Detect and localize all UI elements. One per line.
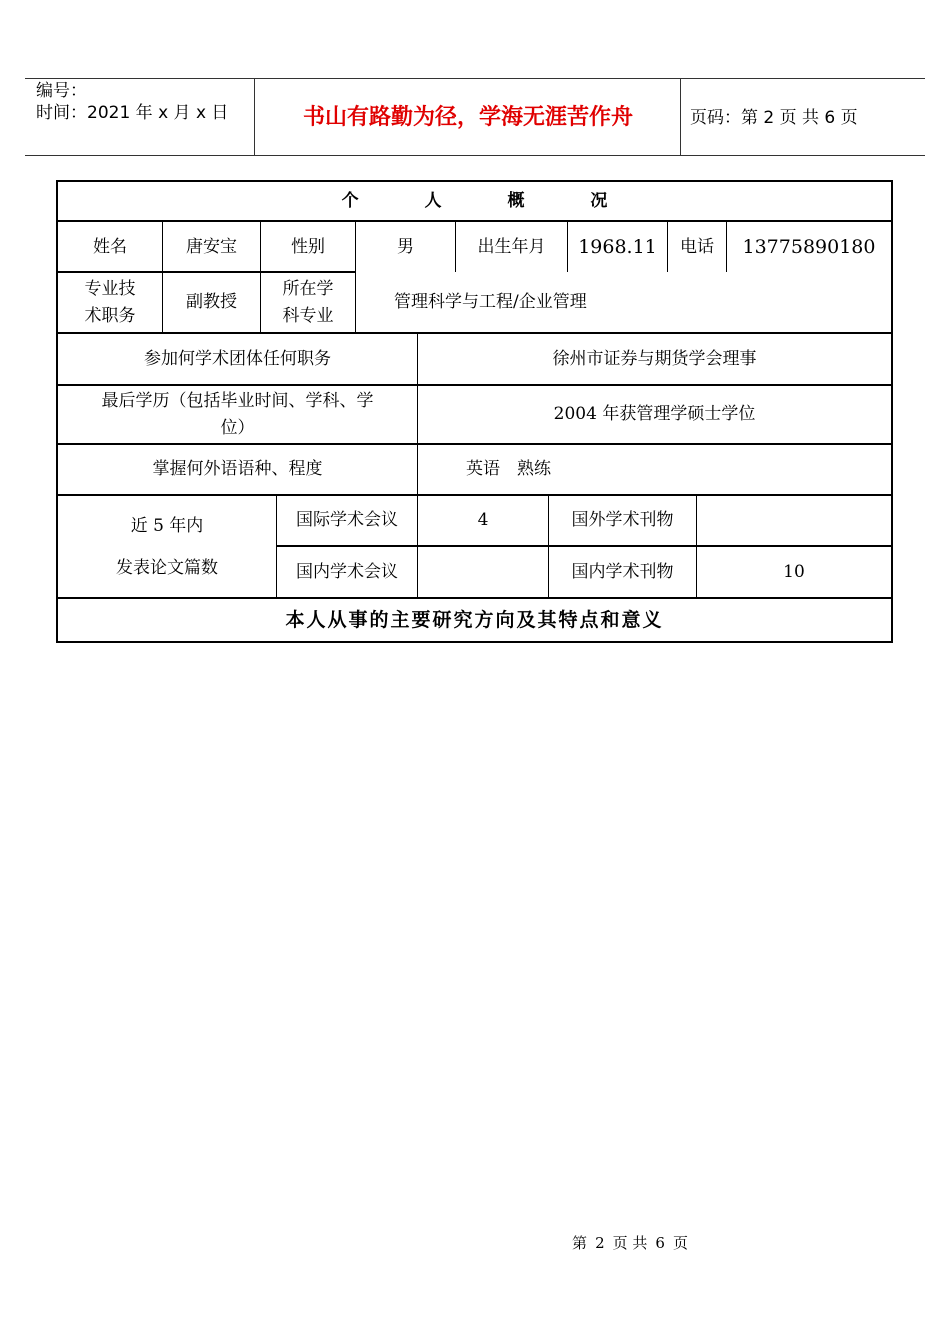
document-number-label: 编号： xyxy=(36,81,87,101)
papers-count-label-line: 近 5 年内 xyxy=(130,515,204,536)
academic-society-label: 参加何学术团体任何职务 xyxy=(144,348,331,369)
footer-prefix: 第 xyxy=(572,1234,588,1252)
education-value: 2004 年获管理学硕士学位 xyxy=(553,404,756,424)
education-label xyxy=(58,386,417,443)
domestic-conference-value xyxy=(418,547,548,597)
education-label-line: 位） xyxy=(220,417,255,438)
phone-value: 13775890180 xyxy=(742,235,876,258)
header-bottom-rule xyxy=(25,155,925,156)
major-label-line: 所在学 xyxy=(282,278,334,299)
name-value: 唐安宝 xyxy=(186,236,237,257)
birth-label: 出生年月 xyxy=(477,236,546,257)
language-label: 掌握何外语语种、程度 xyxy=(152,459,323,479)
papers-count-label-line: 发表论文篇数 xyxy=(116,557,218,578)
professional-title-label xyxy=(58,273,162,332)
intl-conference-label: 国际学术会议 xyxy=(296,510,398,530)
page-info: 页码：第 2 页 共 6 页 xyxy=(690,108,858,128)
document-time: 时间：2021 年 x 月 x 日 xyxy=(36,103,229,123)
education-label-line: 最后学历（包括毕业时间、学科、学 xyxy=(101,390,374,411)
page-footer xyxy=(0,1232,950,1253)
gender-label: 性别 xyxy=(291,236,325,257)
footer-suffix: 页 xyxy=(672,1234,688,1252)
academic-society-value: 徐州市证券与期货学会理事 xyxy=(552,348,757,369)
language-value: 英语 熟练 xyxy=(466,459,551,479)
foreign-journal-value xyxy=(697,496,891,545)
domestic-journal-label: 国内学术刊物 xyxy=(571,561,674,582)
professional-title-label-line: 术职务 xyxy=(84,305,136,326)
footer-mid: 页 共 xyxy=(612,1234,648,1252)
header-divider xyxy=(254,78,255,155)
header-motto: 书山有路勤为径，学海无涯苦作舟 xyxy=(302,105,633,130)
table-title: 个 人 概 况 xyxy=(341,190,638,211)
research-direction-title: 本人从事的主要研究方向及其特点和意义 xyxy=(285,608,664,631)
personal-profile-table xyxy=(56,180,893,643)
header-top-rule xyxy=(25,78,925,79)
foreign-journal-label: 国外学术刊物 xyxy=(571,510,674,530)
professional-title-value: 副教授 xyxy=(186,292,237,312)
gender-value: 男 xyxy=(397,236,414,257)
name-label: 姓名 xyxy=(93,236,127,257)
birth-value: 1968.11 xyxy=(578,235,657,258)
footer-page-number: 2 xyxy=(595,1234,605,1252)
domestic-conference-label: 国内学术会议 xyxy=(296,561,398,582)
footer-total-pages: 6 xyxy=(655,1234,665,1252)
major-label-line: 科专业 xyxy=(282,305,334,326)
intl-conference-value: 4 xyxy=(477,510,489,530)
papers-count-label xyxy=(58,496,276,597)
major-label xyxy=(261,273,355,332)
major-value: 管理科学与工程/企业管理 xyxy=(394,292,587,312)
domestic-journal-value: 10 xyxy=(783,561,805,582)
professional-title-label-line: 专业技 xyxy=(84,278,136,299)
header-divider xyxy=(680,78,681,155)
phone-label: 电话 xyxy=(680,236,714,257)
